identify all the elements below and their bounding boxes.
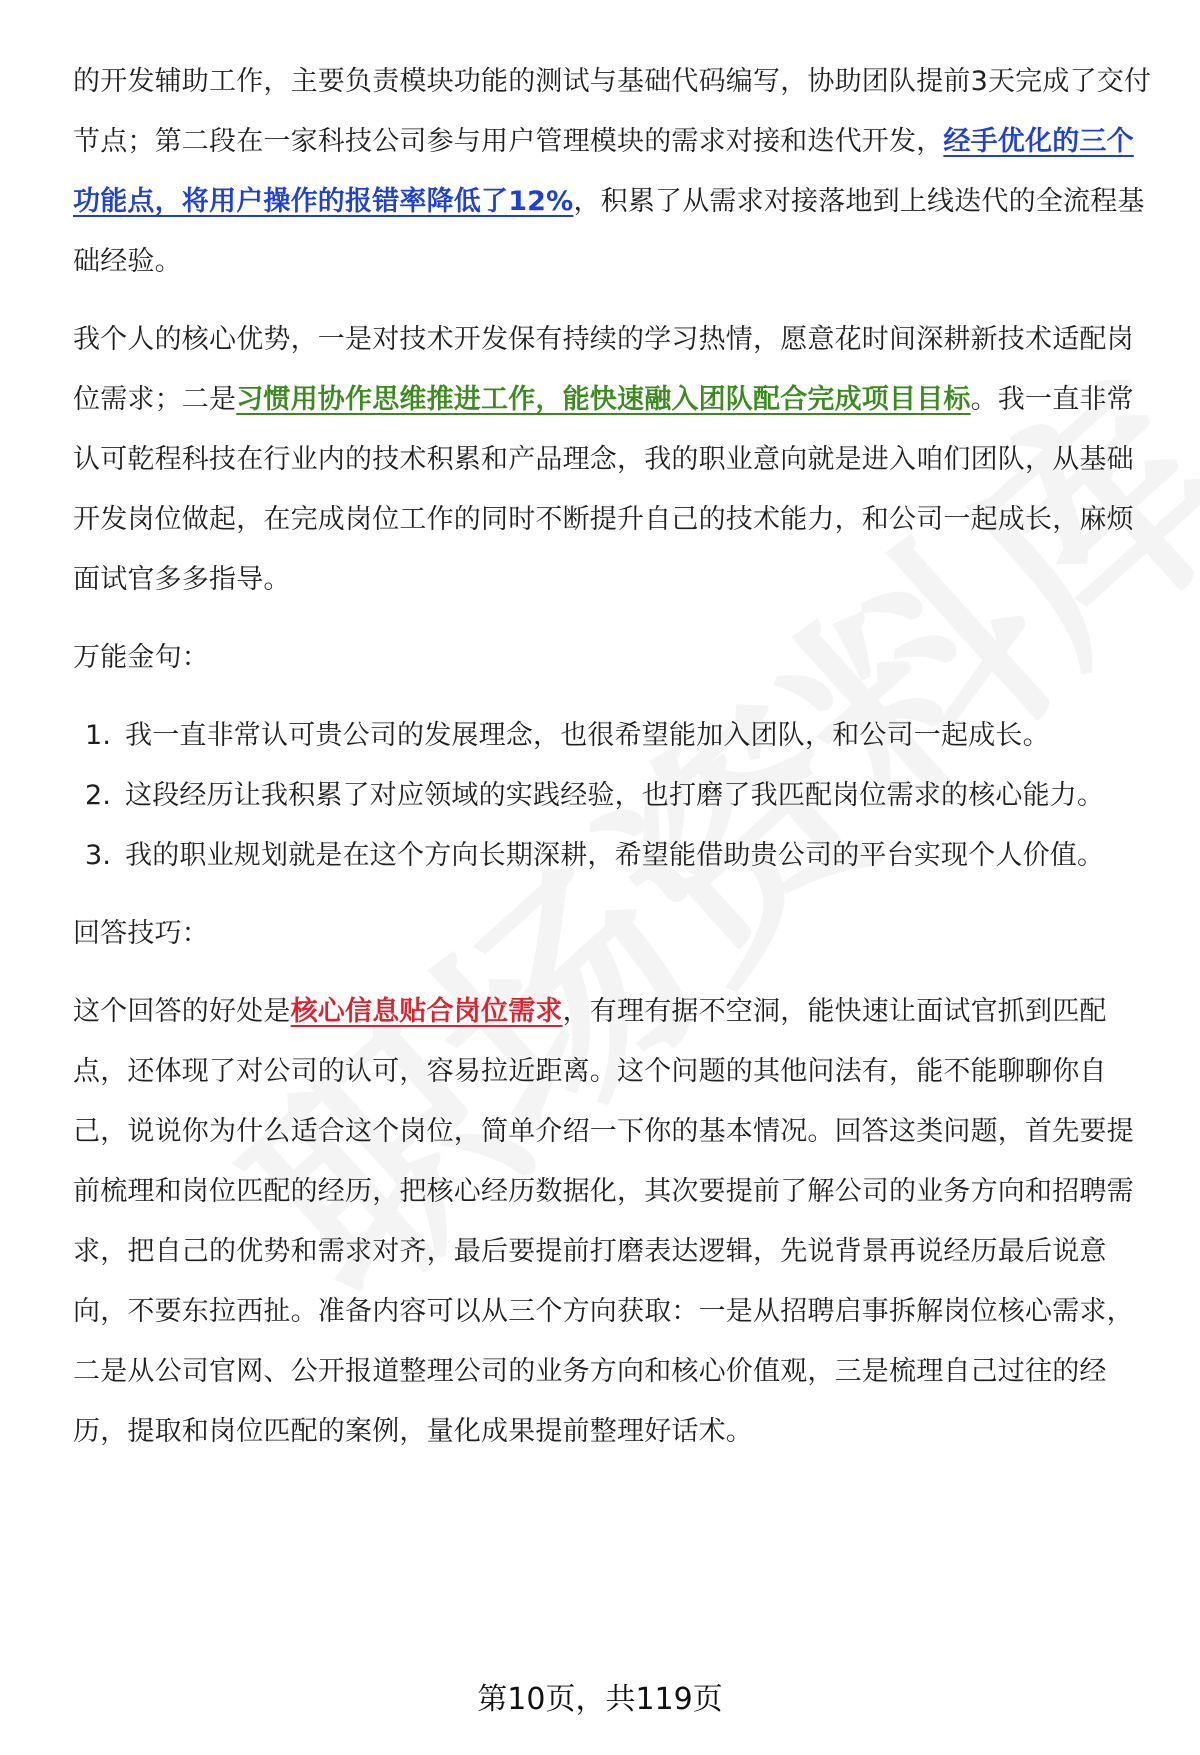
paragraph-experience: [73, 52, 1153, 292]
list-item: [73, 826, 1153, 886]
paragraph-tips: [73, 982, 1153, 1462]
text-run: 。我一直非常认可乾程科技在行业内的技术积累和产品理念，我的职业意向就是进入咱们团队，从基础开发岗位做起，在完成岗位工作的同时不断提升自己的技术能力，和公司一起成长，麻烦面试官多多指导。: [73, 384, 1134, 595]
text-run: 我个人的核心优势，一是对技术开发保有持续的学习热情，愿意花时间深耕新技术适配岗位需求；二是: [73, 324, 1134, 415]
list-number: 3.: [85, 840, 112, 871]
document-body: [73, 52, 1153, 1480]
list-item: [73, 706, 1153, 766]
page-number-footer: 第10页，共119页: [477, 1682, 723, 1717]
highlight-red: 核心信息贴合岗位需求: [290, 996, 563, 1027]
list-number: 2.: [85, 780, 112, 811]
paragraph-strengths: [73, 310, 1153, 610]
section-label-quotes: 万能金句：: [73, 642, 209, 673]
text-run: 这个回答的好处是: [73, 996, 291, 1027]
highlight-green: 习惯用协作思维推进工作，能快速融入团队配合完成项目目标: [236, 384, 971, 415]
list-item-text: 我的职业规划就是在这个方向长期深耕，希望能借助贵公司的平台实现个人价值。: [125, 840, 1105, 871]
quotes-list: [73, 706, 1153, 886]
text-run: 的开发辅助工作，主要负责模块功能的测试与基础代码编写，协助团队提前3天完成了交付节点；第二段在一家科技公司参与用户管理模块的需求对接和迭代开发，: [73, 66, 1152, 157]
list-item-text: 这段经历让我积累了对应领域的实践经验，也打磨了我匹配岗位需求的核心能力。: [125, 780, 1105, 811]
list-item: [73, 766, 1153, 826]
text-run: ，有理有据不空洞，能快速让面试官抓到匹配点，还体现了对公司的认可，容易拉近距离。这个问题的其他问法有，能不能聊聊你自己，说说你为什么适合这个岗位，简单介绍一下你的基本情况。回答这类问题，首先要提前梳理和岗位匹配的经历，把核心经历数据化，其次要提前了解公司的业务方向和招聘需求，把自己的优势和需求对齐，最后要提前打磨表达逻辑，先说背景再说经历最后说意向，不要东拉西扯。准备内容可以从三个方向获取：一是从招聘启事拆解岗位核心需求，二是从公司官网、公开报道整理公司的业务方向和核心价值观，三是梳理自己过往的经历，提取和岗位匹配的案例，量化成果提前整理好话术。: [73, 996, 1134, 1447]
list-number: 1.: [85, 720, 112, 751]
text-run: ，积累了从需求对接落地到上线迭代的全流程基础经验。: [73, 186, 1145, 277]
section-label-tips: 回答技巧：: [73, 918, 209, 949]
highlight-blue: 经手优化的三个功能点，将用户操作的报错率降低了12%: [73, 126, 1134, 217]
list-item-text: 我一直非常认可贵公司的发展理念，也很希望能加入团队，和公司一起成长。: [125, 720, 1050, 751]
